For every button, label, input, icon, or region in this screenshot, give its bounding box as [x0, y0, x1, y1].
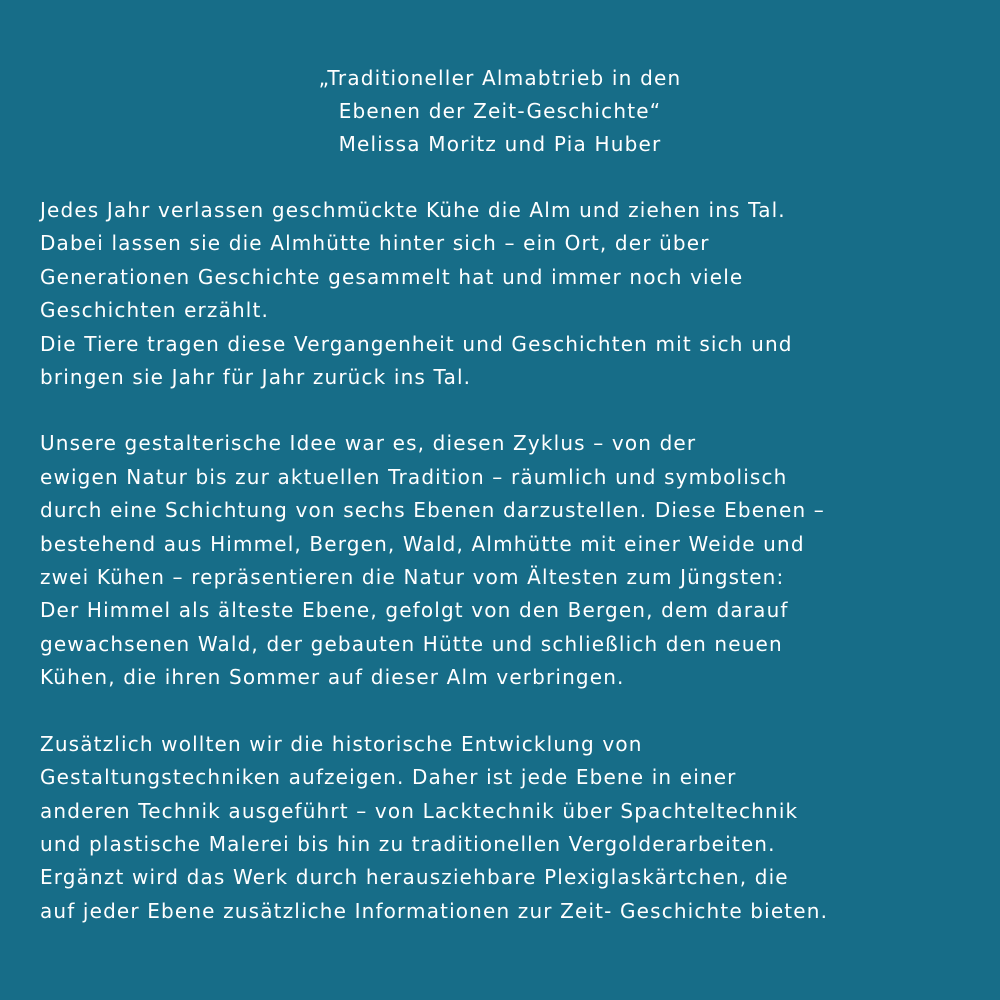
- paragraph-1-line-2: Dabei lassen sie die Almhütte hinter sich – ein Ort, der über: [40, 231, 710, 256]
- paragraph-3-line-6: auf jeder Ebene zusätzliche Informationen zur Zeit- Geschichte bieten.: [40, 898, 829, 923]
- title-line-2: Ebenen der Zeit-Geschichte“: [338, 99, 662, 123]
- paragraph-2-line-6: Der Himmel als älteste Ebene, gefolgt von den Bergen, dem darauf: [40, 598, 789, 623]
- paragraph-2-line-1: Unsere gestalterische Idee war es, diesen Zyklus – von der: [40, 431, 697, 456]
- title-block: [40, 62, 960, 161]
- paragraph-3: [40, 728, 960, 928]
- paragraph-1-line-5: Die Tiere tragen diese Vergangenheit und Geschichten mit sich und: [40, 331, 793, 356]
- paragraph-1-line-6: bringen sie Jahr für Jahr zurück ins Tal.: [40, 365, 472, 390]
- paragraph-1: [40, 194, 960, 394]
- authors-line: Melissa Moritz und Pia Huber: [338, 132, 662, 156]
- paragraph-3-line-1: Zusätzlich wollten wir die historische Entwicklung von: [40, 731, 643, 756]
- paragraph-2: [40, 427, 960, 694]
- paragraph-2-line-2: ewigen Natur bis zur aktuellen Tradition – räumlich und symbolisch: [40, 464, 788, 489]
- paragraph-3-line-2: Gestaltungstechniken aufzeigen. Daher ist jede Ebene in einer: [40, 765, 737, 790]
- paragraph-2-line-5: zwei Kühen – repräsentieren die Natur vom Ältesten zum Jüngsten:: [40, 565, 785, 590]
- paragraph-2-line-3: durch eine Schichtung von sechs Ebenen darzustellen. Diese Ebenen –: [40, 498, 825, 523]
- paragraph-1-line-4: Geschichten erzählt.: [40, 298, 270, 323]
- paragraph-3-line-5: Ergänzt wird das Werk durch herausziehbare Plexiglaskärtchen, die: [40, 865, 789, 890]
- paragraph-2-line-8: Kühen, die ihren Sommer auf dieser Alm verbringen.: [40, 665, 625, 690]
- paragraph-3-line-4: und plastische Malerei bis hin zu traditionellen Vergolderarbeiten.: [40, 831, 776, 856]
- title-line-1: „Traditioneller Almabtrieb in den: [318, 66, 682, 90]
- paragraph-1-line-3: Generationen Geschichte gesammelt hat und immer noch viele: [40, 264, 744, 289]
- paragraph-1-line-1: Jedes Jahr verlassen geschmückte Kühe die Alm und ziehen ins Tal.: [40, 198, 786, 222]
- paragraph-3-line-3: anderen Technik ausgeführt – von Lacktechnik über Spachteltechnik: [40, 798, 799, 823]
- paragraph-2-line-4: bestehend aus Himmel, Bergen, Wald, Almhütte mit einer Weide und: [40, 531, 805, 556]
- paragraph-2-line-7: gewachsenen Wald, der gebauten Hütte und schließlich den neuen: [40, 631, 783, 656]
